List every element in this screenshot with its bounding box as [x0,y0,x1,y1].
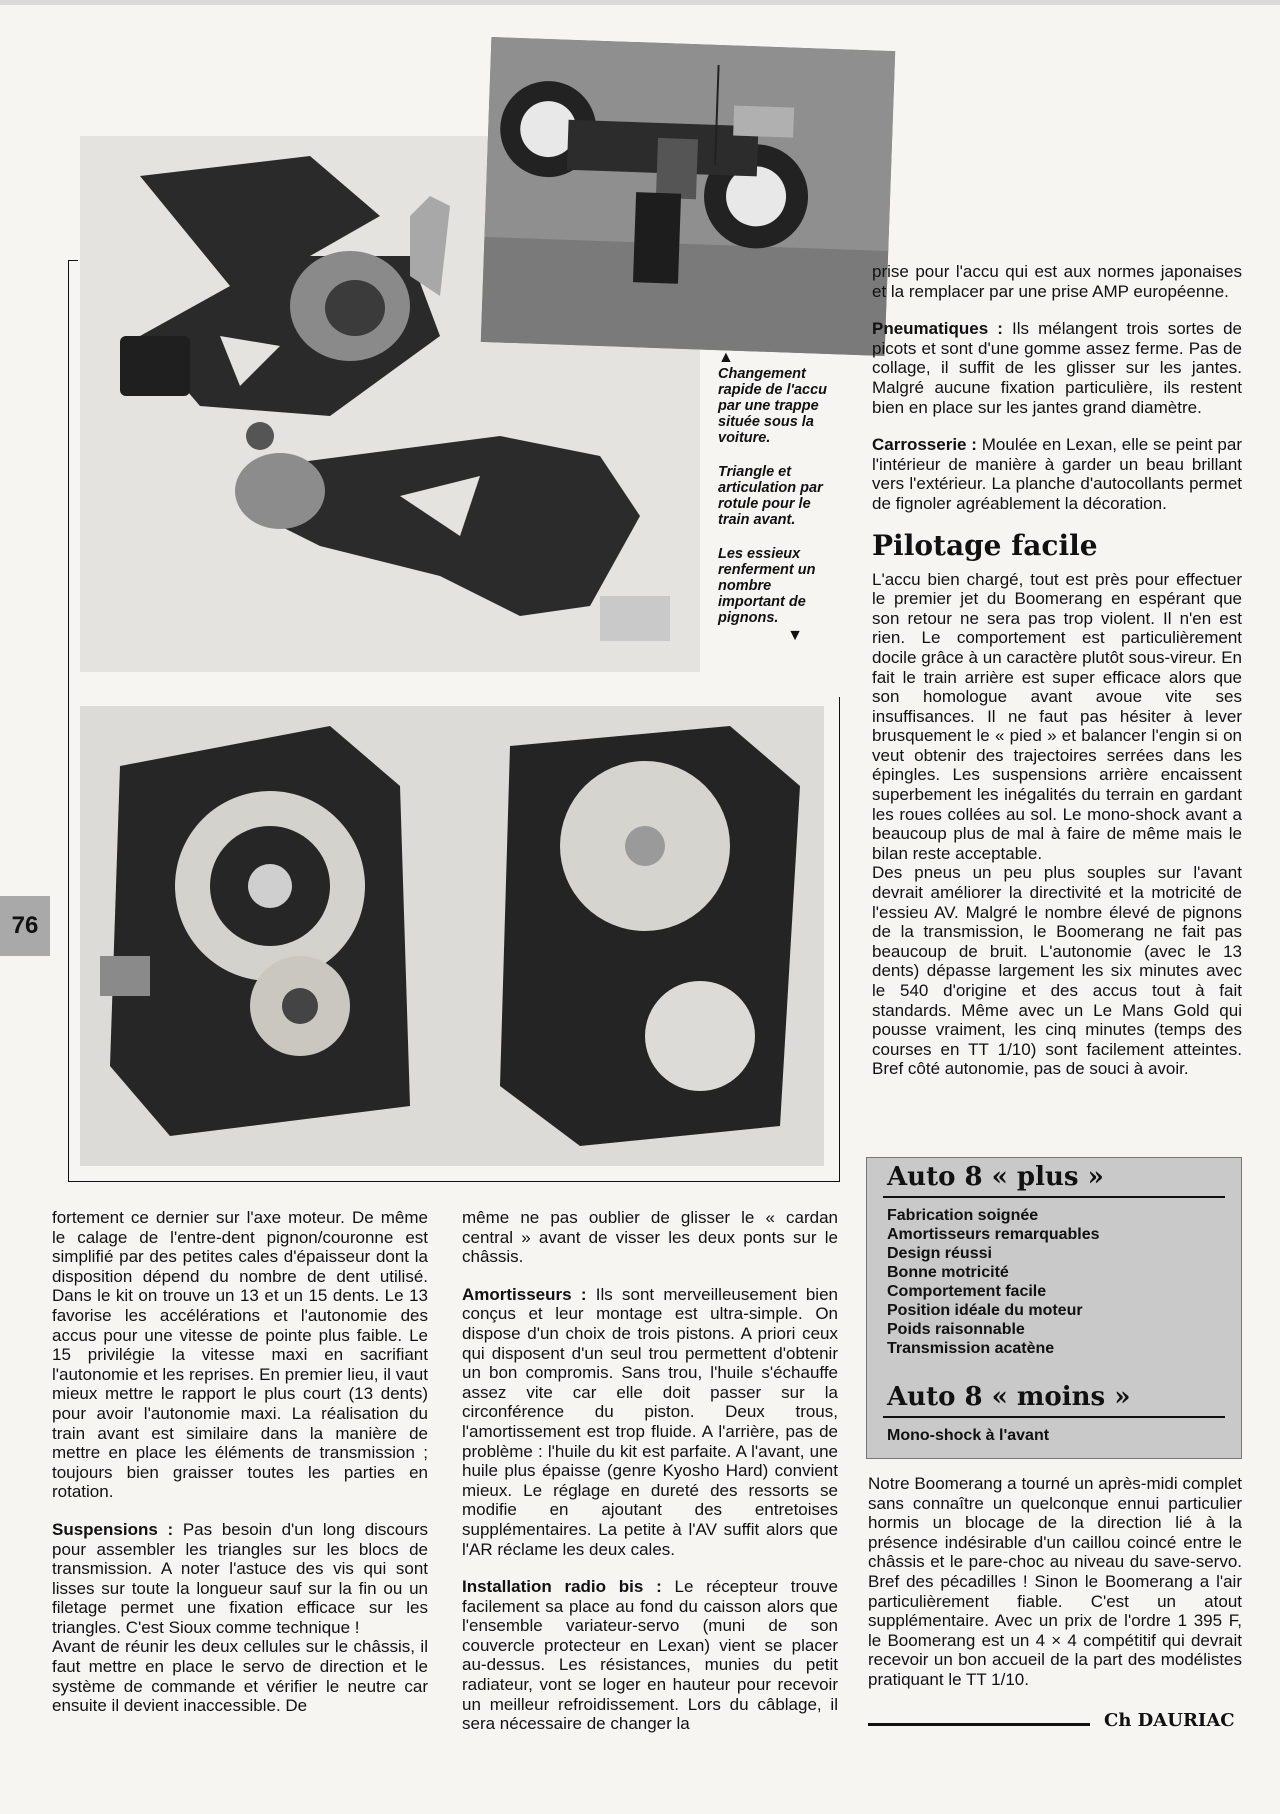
author-signature: Ch DAURIAC [1104,1710,1235,1731]
page-number: 76 [0,896,50,956]
frame-line [68,260,69,1182]
plus-item: Position idéale du moteur [887,1302,1083,1319]
plus-item: Transmission acatène [887,1340,1055,1357]
middle-column [462,1208,838,1734]
carrosserie-text: Moulée en Lexan, elle se peint par l'intérieur de manière à garder un beau brillant vers l'extérieur. La planche d'autocollants permet de fignoler agréablement la décoration. [872,435,1242,513]
frame-line [68,260,78,261]
mid-para1: même ne pas oublier de glisser le « cardan central » avant de visser les deux ponts sur le châssis. [462,1208,838,1267]
plus-item: Poids raisonnable [887,1321,1025,1338]
installation-label: Installation radio bis : [462,1577,662,1597]
left-column [52,1208,428,1716]
suspensions-paragraph [52,1520,428,1638]
conclusion-column [868,1474,1242,1690]
caption-up-arrow: ▲ [718,349,734,366]
right-column [872,262,1242,1079]
plus-moins-box [866,1157,1242,1459]
pneumatiques-text: Ils mélangent trois sortes de picots et sont d'une gomme assez ferme. Pas de collage, il suffit de les glisser sur les jantes. Malgré aucune fixation particulière, ils restent bien en place sur les jantes grand diamètre. [872,319,1242,417]
plus-item: Bonne motricité [887,1264,1009,1281]
signature-rule [868,1723,1090,1726]
moins-list [867,1418,1241,1445]
section-heading: Pilotage facile [872,528,1098,562]
plus-list [867,1198,1241,1358]
top-edge-line [0,0,1280,5]
pneumatiques-paragraph [872,319,1242,417]
left-para3: Avant de réunir les deux cellules sur le châssis, il faut mettre en place le servo de direction et le système de commande et vérifier le neutre car ensuite il devient inaccessible. De [52,1637,428,1716]
caption-accu: Changement rapide de l'accu par une trappe située sous la voiture. [718,366,828,446]
rc-car-chassis-photo [481,37,895,356]
plus-item: Amortisseurs remarquables [887,1226,1100,1243]
pilotage-para1: L'accu bien chargé, tout est près pour effectuer le premier jet du Boomerang en espérant que son retour ne sera pas trop violent. Il n'en est rien. Le comportement est particulièrement docile grâce à un caractère plutôt sous-vireur. En fait le train arrière est super efficace alors que son homologue avant avoue vite ses insuffisances. Il ne faut pas hésiter à lever brusquement le « pied » et balancer l'engin si on veut obtenir des trajectoires serrées dans les épingles. Les suspensions arrière encaissent superbement les inégalités du terrain en gardant les roues collées au sol. Le mono-shock avant a beaucoup plus de mal à faire de même mais le bilan reste acceptable. [872,569,1242,863]
photo-captions [718,350,833,644]
plus-title: Auto 8 « plus » [887,1162,1104,1192]
suspensions-label: Suspensions : [52,1519,174,1539]
carrosserie-paragraph [872,435,1242,513]
pilotage-para2: Des pneus un peu plus souples sur l'avant devrait améliorer la directivité et la motricité de l'essieu AV. Malgré le nombre élevé de pignons de la transmission, le Boomerang ne fait pas beaucoup de bruit. L'autonomie (avec le 13 dents) dépasse largement les six minutes avec le 540 d'origine et des accus tout à fait standards. Même avec un Le Mans Gold qui pousse vraiment, les cinq minutes (temps des courses en TT 1/10) sont facilement atteintes. Bref côté autonomie, pas de souci à avoir. [872,863,1242,1079]
moins-item: Mono-shock à l'avant [887,1427,1050,1444]
right-intro: prise pour l'accu qui est aux normes japonaises et la remplacer par une prise AMP européenne. [872,262,1242,301]
plus-item: Fabrication soignée [887,1207,1039,1224]
pneumatiques-label: Pneumatiques : [872,319,1003,339]
amortisseurs-label: Amortisseurs : [462,1284,587,1304]
installation-paragraph [462,1577,838,1734]
frame-line [68,1181,840,1182]
moins-title: Auto 8 « moins » [887,1382,1131,1412]
plus-item: Comportement facile [887,1283,1047,1300]
caption-essieux: Les essieux renferment un nombre important de pignons. [718,546,816,626]
plus-item: Design réussi [887,1245,992,1262]
gearbox-halves-photo [80,706,824,1166]
conclusion-paragraph: Notre Boomerang a tourné un après-midi complet sans connaître un quelconque ennui particulier hormis un blocage de la direction lié à la présence indésirable d'un caillou coincé entre le châssis et le pare-choc au niveau du save-servo. Bref des pécadilles ! Sinon le Boomerang a l'air particulièrement fiable. C'est un atout supplémentaire. Avec un prix de l'ordre 1 395 F, le Boomerang est un 4 × 4 compétitif qui devrait recevoir un bon accueil de la part des modélistes pratiquant le TT 1/10. [868,1474,1242,1689]
installation-text: Le récepteur trouve facilement sa place au fond du caisson alors que l'ensemble variateur-servo (muni de son couvercle protecteur en Lexan) vient se placer au-dessus. Les résistances, munies du petit radiateur, vont se loger en hauteur pour recevoir un meilleur refroidissement. Lors du câblage, il sera nécessaire de changer la [462,1577,838,1734]
caption-triangle: Triangle et articulation par rotule pour le train avant. [718,464,823,528]
amortisseurs-text: Ils sont merveilleusement bien conçus et leur montage est ultra-simple. On dispose d'un choix de trois pistons. A priori ceux qui disposent d'un seul trou permettent d'obtenir un bon compromis. Sans trou, l'huile s'échauffe assez vite car elle doit passer sur la circonférence du piston. Deux trous, l'amortissement est trop fluide. A l'arrière, pas de problème : l'huile du kit est parfaite. A l'avant, une huile plus épaisse (genre Kyosho Hard) convient mieux. Le réglage en dureté des ressorts se modifie en ajoutant des entretoises supplémentaires. La petite à l'AV suffit alors que l'AR réclame les deux cales. [462,1284,838,1559]
caption-down-arrow: ▼ [787,627,803,644]
frame-line [839,697,840,1182]
left-para1: fortement ce dernier sur l'axe moteur. De même le calage de l'entre-dent pignon/couronne est simplifié par des petites cales d'épaisseur dont la disposition dépend du nombre de dent utilisé. Dans le kit on trouve un 13 et un 15 dents. Le 13 favorise les accélérations et l'autonomie des accus pour une vitesse de pointe plus faible. Le 15 privilégie la vitesse maxi en sacrifiant l'autonomie et les reprises. En premier lieu, il vaut mieux mettre le rapport le plus court (13 dents) pour avoir l'autonomie maxi. La réalisation du train avant est similaire dans la manière de mettre en place les éléments de transmission ; toujours bien graisser toutes les parties en rotation. [52,1208,428,1502]
suspensions-text: Pas besoin d'un long discours pour assembler les triangles sur les blocs de transmission. A noter l'astuce des vis qui sont lisses sur toute la longueur sauf sur la fin ou un filetage permet une fixation efficace sur les triangles. C'est Sioux comme technique ! [52,1519,428,1637]
carrosserie-label: Carrosserie : [872,435,977,455]
amortisseurs-paragraph [462,1285,838,1559]
